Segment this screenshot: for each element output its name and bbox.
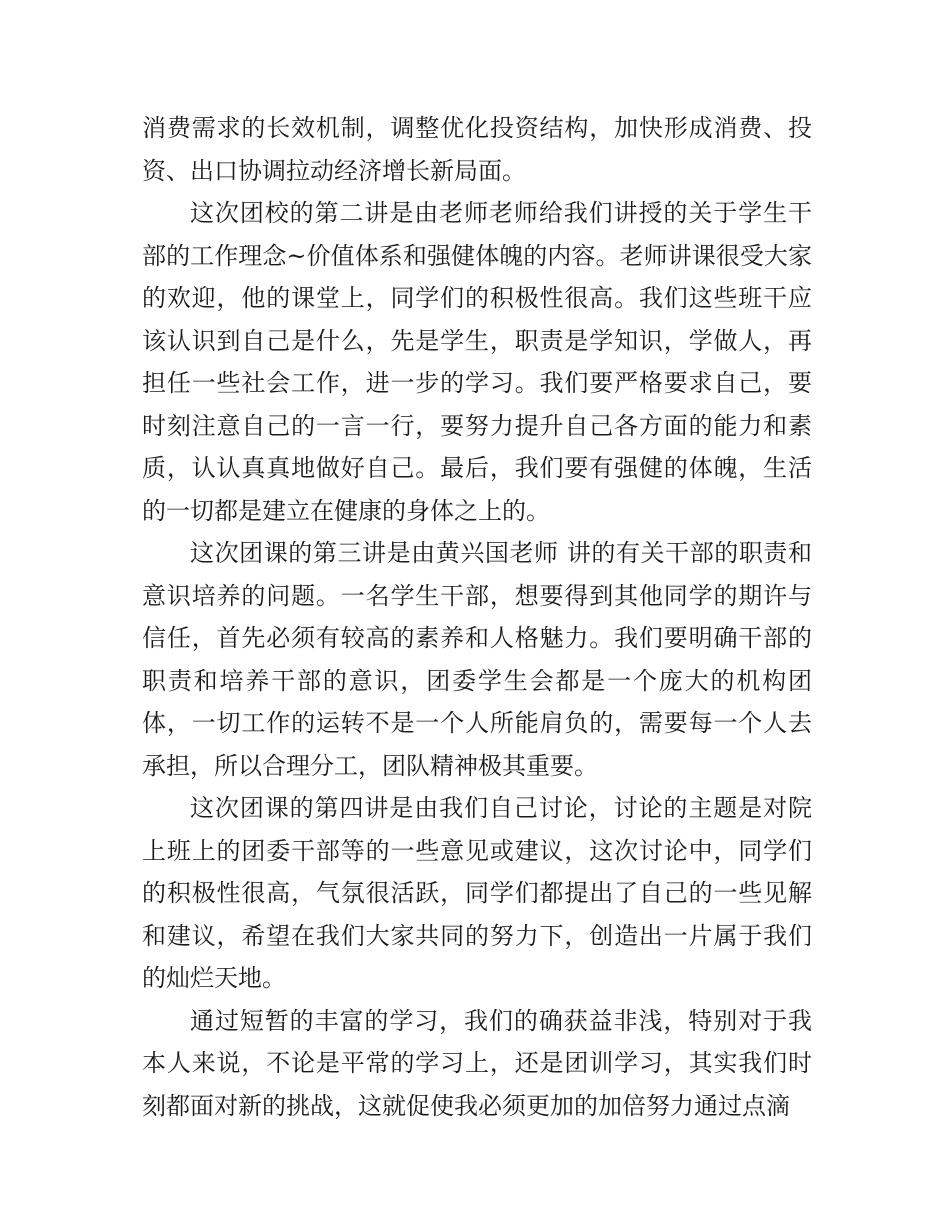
- paragraph-1: 消费需求的长效机制，调整优化投资结构，加快形成消费、投资、出口协调拉动经济增长新局面。: [142, 114, 812, 185]
- document-body: [142, 107, 812, 1127]
- paragraph-4: 这次团课的第四讲是由我们自己讨论，讨论的主题是对院上班上的团委干部等的一些意见或建议，这次讨论中，同学们的积极性很高，气氛很活跃，同学们都提出了自己的一些见解和建议，希望在我们大家共同的努力下，创造出一片属于我们的灿烂天地。: [142, 794, 812, 992]
- paragraph-2: 这次团校的第二讲是由老师老师给我们讲授的关于学生干部的工作理念~价值体系和强健体魄的内容。老师讲课很受大家的欢迎，他的课堂上，同学们的积极性很高。我们这些班干应该认识到自己是什么，先是学生，职责是学知识，学做人，再担任一些社会工作，进一步的学习。我们要严格要求自己，要时刻注意自己的一言一行，要努力提升自己各方面的能力和素质，认认真真地做好自己。最后，我们要有强健的体魄，生活的一切都是建立在健康的身体之上的。: [142, 199, 812, 525]
- paragraph-5: 通过短暂的丰富的学习，我们的确获益非浅，特别对于我本人来说，不论是平常的学习上，还是团训学习，其实我们时刻都面对新的挑战，这就促使我必须更加的加倍努力通过点滴: [142, 1006, 812, 1120]
- paragraph-3: 这次团课的第三讲是由黄兴国老师 讲的有关干部的职责和意识培养的问题。一名学生干部，想要得到其他同学的期许与信任，首先必须有较高的素养和人格魅力。我们要明确干部的职责和培养干部的意识，团委学生会都是一个庞大的机构团体，一切工作的运转不是一个人所能肩负的，需要每一个人去承担，所以合理分工，团队精神极其重要。: [142, 539, 812, 780]
